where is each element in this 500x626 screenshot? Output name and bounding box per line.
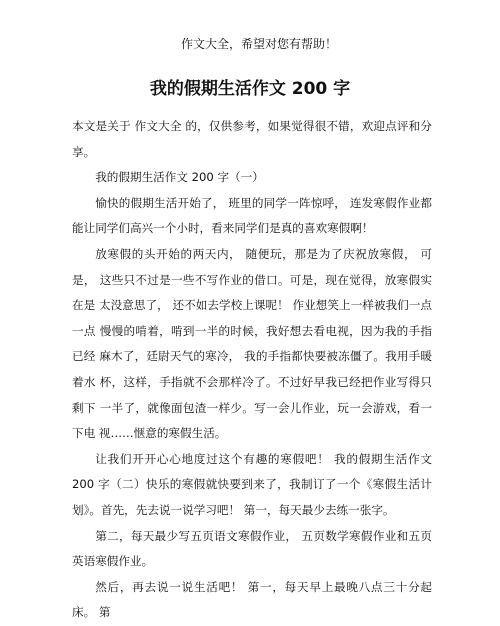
header-note: 作文大全，希望对您有帮助！: [180, 37, 337, 51]
section-heading: 我的假期生活作文 200 字（一）: [95, 170, 264, 185]
body-paragraph: 第二，每天最少写五页语文寒假作业， 五页数学寒假作业和五页 英语寒假作业。: [72, 528, 432, 569]
document-body: [72, 114, 432, 626]
body-paragraph: 然后，再去说一说生活吧！ 第一，每天早上最晚八点三十分起床。 第: [72, 579, 432, 620]
document-title: 我的假期生活作文 200 字: [149, 79, 351, 99]
body-paragraph: 放寒假的头开始的两天内， 随便玩，那是为了庆祝放寒假， 可是， 这些只不过是一些不写作业的借口。可是，现在觉得，放寒假实在是 太没意思了， 还不如去学校上课呢！ 作业想笑上一样被我们一点一点 慢慢的啃着，啃到一半的时候，我好想去看电视，因为我的手指已经 麻木了，廷尉天气的寒冷， 我的手指都快要被冻僵了。我用手暖着水 杯，这样，手指就不会那样冷了。不过好早我已经把作业写得只剩下 一半了，就像面包渣一样少。写一会儿作业，玩一会游戏，看一下电 视……惬意的寒假生活。: [72, 246, 432, 441]
body-paragraph: 愉快的假期生活开始了， 班里的同学一阵惊呼， 连发寒假作业都 能让同学们高兴一个小时，看来同学们是真的喜欢寒假啊！: [72, 195, 432, 236]
body-paragraph: 让我们开开心心地度过这个有趣的寒假吧！ 我的假期生活作文 200 字（二）快乐的寒假就快要到来了，我制订了一个《寒假生活计划》。首先，先去说一说学习吧！ 第一，每天最少去练一张字。: [72, 451, 432, 517]
intro-paragraph: 本文是关于 作文大全 的，仅供参考，如果觉得很不错，欢迎点评和分 享。: [72, 119, 432, 159]
